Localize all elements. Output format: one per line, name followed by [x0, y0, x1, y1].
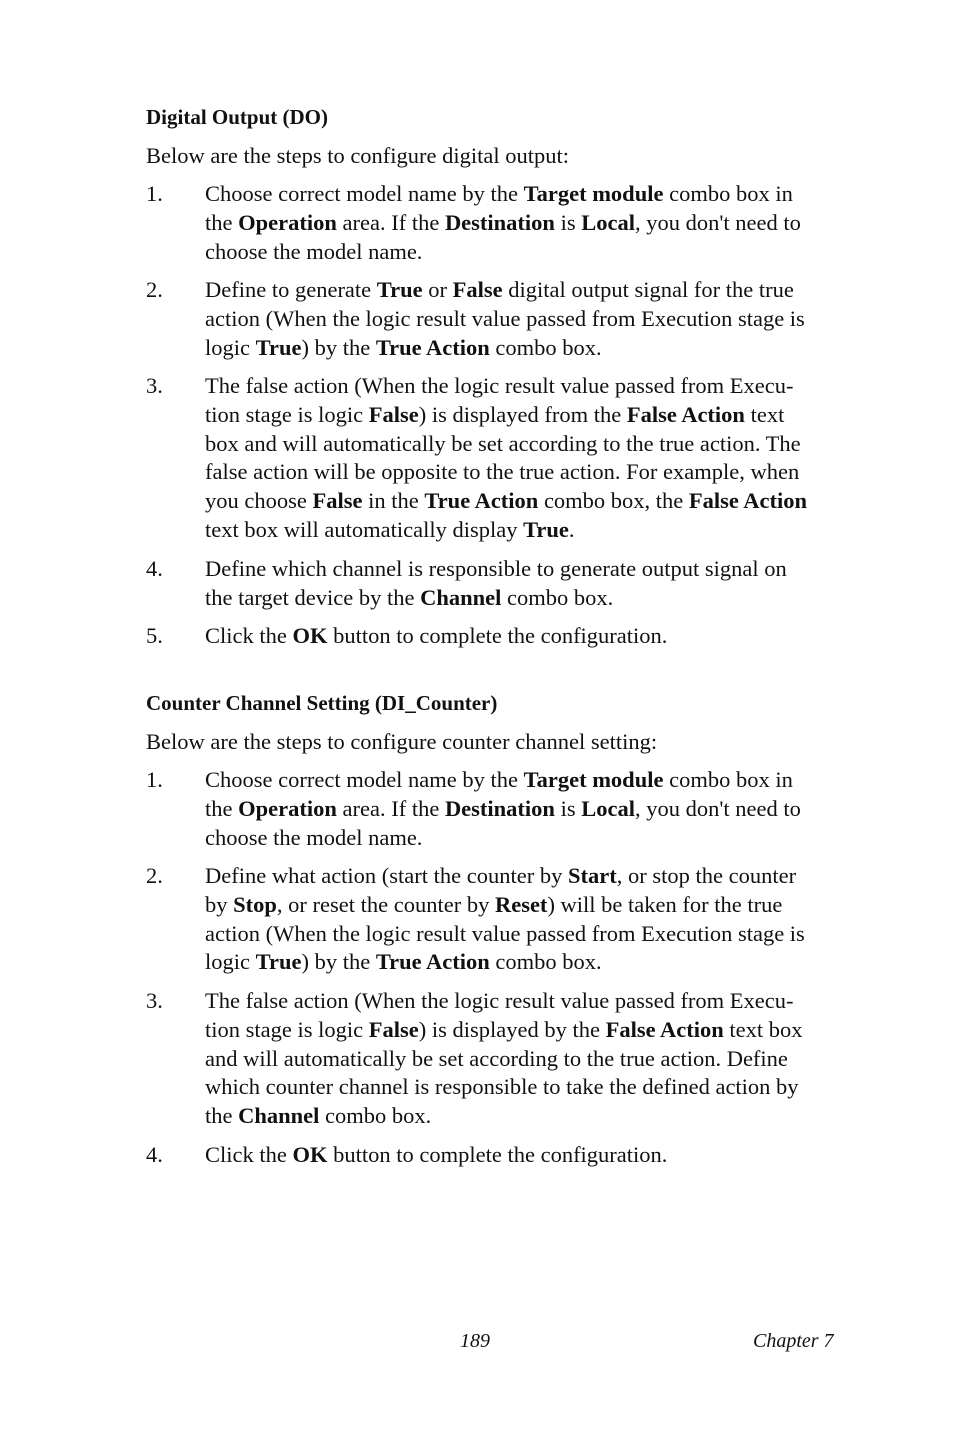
bold-term: True Action	[375, 334, 490, 360]
text-run: is	[554, 209, 582, 235]
text-run: action (When the logic result value passed from Execution stage is	[205, 305, 805, 331]
text-run: Choose correct model name by the	[205, 181, 524, 206]
list-item-number: 4.	[146, 1142, 163, 1167]
bold-term: True Action	[424, 488, 539, 514]
text-run: text box will automatically display	[205, 516, 524, 542]
bold-term: True	[255, 949, 302, 975]
bold-term: True	[255, 334, 302, 360]
list-item-text	[205, 372, 851, 545]
text-run: you choose	[205, 488, 313, 514]
text-run: logic	[205, 334, 256, 360]
text-run: The false action (When the logic result value passed from Execu-	[205, 373, 794, 398]
bold-term: Destination	[444, 209, 555, 235]
bold-term: True	[376, 277, 423, 302]
text-run: digital output signal for the true	[502, 277, 794, 302]
text-run: ) will be taken for the true	[547, 891, 783, 917]
text-run: area. If the	[336, 209, 445, 235]
text-run: , or stop the counter	[616, 863, 797, 888]
text-line	[205, 276, 851, 305]
text-run: logic	[205, 949, 256, 975]
text-line	[205, 555, 851, 584]
section-heading-counter-channel: Counter Channel Setting (DI_Counter)	[146, 691, 498, 715]
text-run: the target device by the	[205, 584, 421, 610]
list-item-number: 4.	[146, 556, 163, 581]
text-run: button to complete the configuration.	[327, 623, 668, 648]
bold-term: Local	[581, 795, 635, 821]
list-item-text	[205, 862, 851, 977]
text-run: the	[205, 209, 239, 235]
bold-term: False	[368, 401, 419, 427]
text-line	[205, 334, 851, 363]
text-run: combo box in	[663, 767, 793, 792]
text-run: ) by the	[301, 334, 376, 360]
list-item-text	[205, 276, 851, 362]
text-run: ) is displayed from the	[418, 401, 627, 427]
text-line	[205, 305, 851, 334]
text-run: The false action (When the logic result value passed from Execu-	[205, 988, 794, 1013]
text-run: by	[205, 891, 234, 917]
list-item-text	[205, 1141, 851, 1170]
text-line	[205, 487, 851, 516]
text-run: ) by the	[301, 949, 376, 975]
text-run: or	[422, 277, 453, 302]
list-item-number: 1.	[146, 767, 163, 792]
bold-term: Local	[581, 209, 635, 235]
list-item-text	[205, 766, 851, 852]
page-number: 189	[460, 1330, 490, 1352]
bold-term: OK	[292, 1142, 328, 1167]
text-run: Define which channel is responsible to generate output signal on	[205, 556, 787, 581]
list-item-text	[205, 622, 851, 651]
bold-term: Channel	[420, 584, 502, 610]
text-line	[205, 209, 851, 238]
text-line	[205, 372, 851, 401]
text-run: which counter channel is responsible to take the defined action by	[205, 1074, 799, 1100]
list-item-text	[205, 180, 851, 266]
text-run: the	[205, 795, 239, 821]
text-run: combo box, the	[538, 488, 689, 514]
text-line	[205, 795, 851, 824]
text-line	[205, 766, 851, 795]
text-line	[205, 987, 851, 1016]
text-run: Click the	[205, 1142, 293, 1167]
text-run: false action will be opposite to the true action. For example, when	[205, 459, 800, 485]
text-run: , or reset the counter by	[276, 891, 495, 917]
text-line	[205, 1016, 851, 1045]
text-line	[205, 1141, 851, 1170]
text-run: Click the	[205, 623, 293, 648]
text-line	[205, 862, 851, 891]
text-line	[205, 824, 851, 853]
text-run: Define what action (start the counter by	[205, 863, 568, 888]
text-line	[205, 401, 851, 430]
section-intro-counter-channel: Below are the steps to configure counter channel setting:	[146, 729, 658, 754]
text-run: tion stage is logic	[205, 401, 369, 427]
text-run: is	[554, 795, 582, 821]
text-run: combo box in	[663, 181, 793, 206]
bold-term: Start	[568, 863, 617, 888]
text-run: box and will automatically be set according to the true action. The	[205, 430, 801, 456]
bold-term: Channel	[238, 1103, 320, 1129]
text-run: button to complete the configuration.	[327, 1142, 668, 1167]
text-run: ) is displayed by the	[418, 1016, 606, 1042]
bold-term: False Action	[626, 401, 745, 427]
chapter-label: Chapter 7	[753, 1330, 834, 1352]
text-run: choose the model name.	[205, 238, 423, 264]
bold-term: False Action	[605, 1016, 724, 1042]
text-run: the	[205, 1103, 239, 1129]
bold-term: Target module	[523, 767, 664, 792]
bold-term: False	[452, 277, 503, 302]
bold-term: False	[312, 488, 363, 514]
list-item-number: 2.	[146, 863, 163, 888]
text-run: Define to generate	[205, 277, 377, 302]
list-item-number: 3.	[146, 373, 163, 398]
list-item-number: 1.	[146, 181, 163, 206]
list-item-text	[205, 555, 851, 613]
bold-term: True	[523, 516, 569, 542]
bold-term: Stop	[233, 891, 277, 917]
bold-term: False	[368, 1016, 419, 1042]
text-line	[205, 516, 851, 545]
text-line	[205, 238, 851, 267]
text-run: combo box.	[489, 949, 602, 975]
text-line	[205, 891, 851, 920]
text-line	[205, 1073, 851, 1102]
text-run: choose the model name.	[205, 824, 423, 850]
text-line	[205, 622, 851, 651]
text-line	[205, 430, 851, 459]
text-run: tion stage is logic	[205, 1016, 369, 1042]
text-run: , you don't need to	[634, 209, 801, 235]
list-item-number: 3.	[146, 988, 163, 1013]
text-run: and will automatically be set according to the true action. Define	[205, 1045, 788, 1071]
section-heading-digital-output: Digital Output (DO)	[146, 105, 329, 129]
section-intro-digital-output: Below are the steps to configure digital output:	[146, 143, 570, 168]
text-line	[205, 920, 851, 949]
list-item-text	[205, 987, 851, 1131]
list-item-number: 2.	[146, 277, 163, 302]
bold-term: Target module	[523, 181, 664, 206]
list-item-number: 5.	[146, 623, 163, 648]
text-run: action (When the logic result value passed from Execution stage is	[205, 920, 805, 946]
text-run: combo box.	[489, 334, 602, 360]
bold-term: False Action	[688, 488, 808, 514]
text-run: combo box.	[319, 1103, 432, 1129]
text-line	[205, 180, 851, 209]
bold-term: OK	[292, 623, 328, 648]
text-line	[205, 458, 851, 487]
text-run: text box	[723, 1016, 803, 1042]
text-run: Choose correct model name by the	[205, 767, 524, 792]
text-run: , you don't need to	[634, 795, 801, 821]
text-run: area. If the	[336, 795, 445, 821]
text-line	[205, 1102, 851, 1131]
text-line	[205, 948, 851, 977]
bold-term: Reset	[494, 891, 548, 917]
bold-term: True Action	[375, 949, 490, 975]
text-run: .	[568, 516, 575, 542]
text-run: text	[744, 401, 785, 427]
text-line	[205, 584, 851, 613]
text-run: combo box.	[501, 584, 614, 610]
bold-term: Operation	[238, 795, 337, 821]
text-line	[205, 1045, 851, 1074]
text-run: in the	[362, 488, 425, 514]
bold-term: Operation	[238, 209, 337, 235]
bold-term: Destination	[444, 795, 555, 821]
